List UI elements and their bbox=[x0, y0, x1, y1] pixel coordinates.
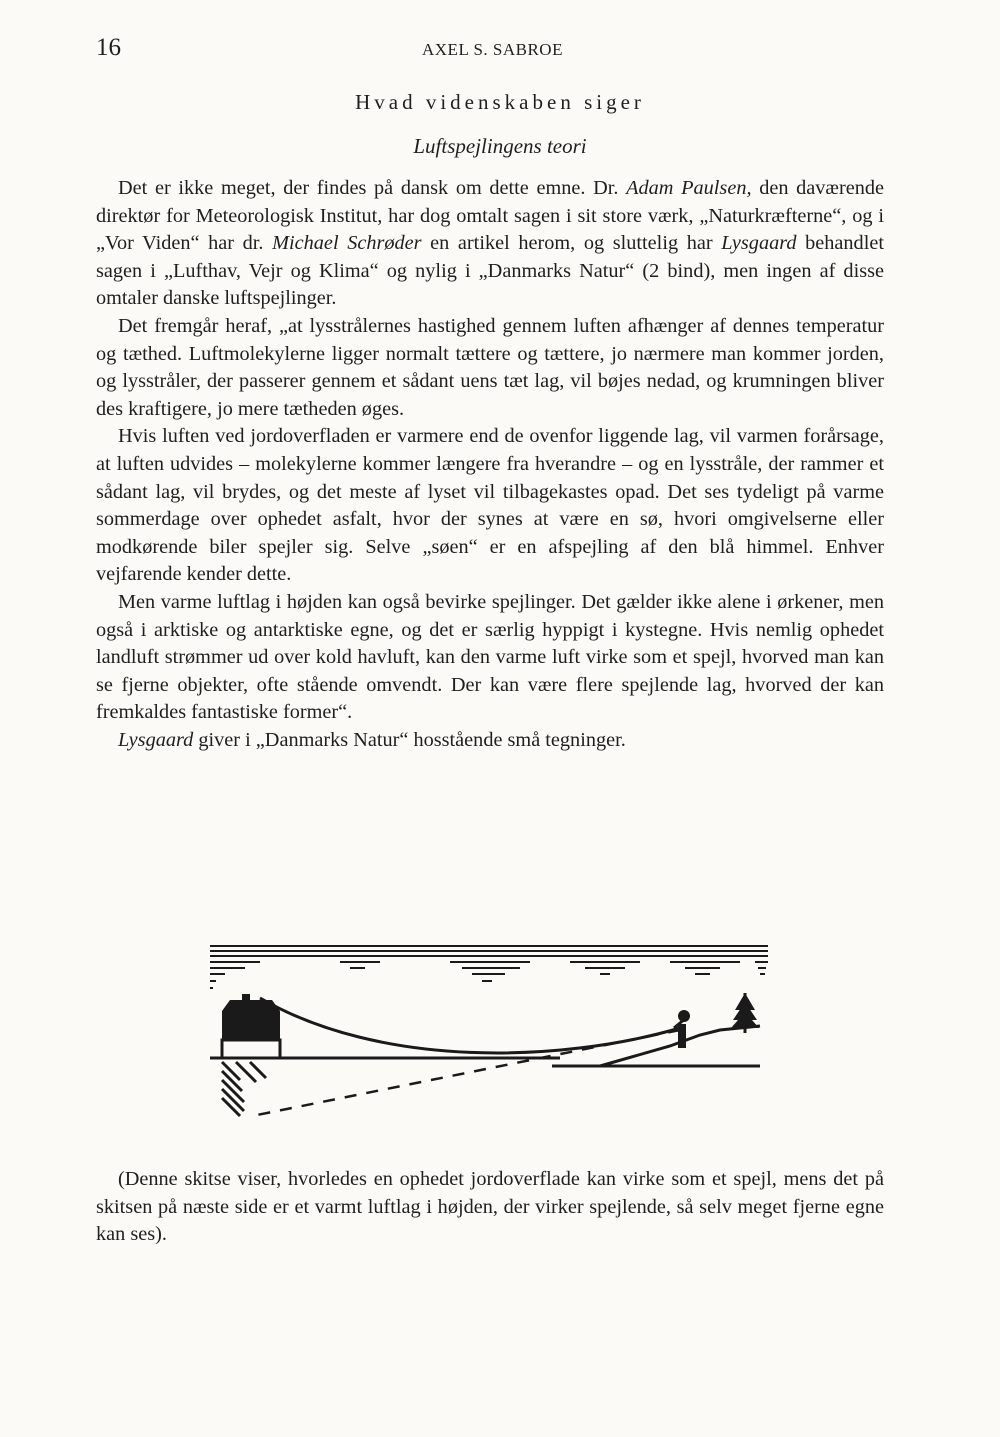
sky-lines bbox=[210, 946, 768, 988]
name-adam-paulsen: Adam Paulsen, bbox=[626, 177, 752, 199]
light-ray bbox=[260, 998, 680, 1053]
reflection-hatching bbox=[222, 1062, 266, 1116]
mirage-sketch bbox=[200, 938, 780, 1128]
body-text bbox=[96, 175, 884, 754]
name-lysgaard: Lysgaard bbox=[721, 232, 797, 255]
paragraph-1-text-c: en artikel herom, og sluttelig har bbox=[421, 232, 722, 255]
paragraph-5 bbox=[96, 727, 884, 755]
section-subheading: Luftspejlingens teori bbox=[413, 134, 587, 158]
paragraph-4: Men varme luftlag i højden kan også bevirke spejlinger. Det gælder ikke alene i ørkener, men også i arktiske og antarktiske egne, og det er særlig hyppigt i kystegne. Hvis nemlig ophedet landluft strømmer ud over kold havluft, kan den varme luft virke som et spejl, hvorved man kan se fjerne objekter, ofte stående omvendt. Der kan være flere spejlende lag, hvorved der kan fremkaldes fantastiske former“. bbox=[96, 590, 884, 724]
caption-text: (Denne skitse viser, hvorledes en ophedet jordoverflade kan virke som et spejl, mens det på skitsen på næste side er et varmt luftlag i højden, der virker spejlende, så selv meget fjerne egne kan ses). bbox=[96, 1168, 884, 1246]
paragraph-1 bbox=[96, 175, 884, 313]
tree-icon bbox=[731, 993, 759, 1033]
paragraph-5-text: giver i „Danmarks Natur“ hosstående små tegninger. bbox=[193, 728, 626, 751]
name-lysgaard-2: Lysgaard bbox=[118, 728, 194, 751]
name-michael-schroder: Michael Schrøder bbox=[272, 232, 422, 255]
paragraph-2: Det fremgår heraf, „at lysstrålernes hastighed gennem luften afhænger af dennes temperatur og tæthed. Luftmolekylerne ligger normalt tættere og tættere, jo nærmere man kommer jorden, og lysstråler, der passerer gennem et sådant uens tæt lag, vil bøjes nedad, og krumningen bliver des kraftigere, jo mere tætheden øges. bbox=[96, 314, 884, 420]
figure-caption bbox=[96, 1166, 884, 1249]
page-number: 16 bbox=[96, 34, 121, 61]
paragraph-1-text-b: den daværende direktør for Meteorologisk Institut, har dog omtalt sagen i sit store værk, „Naturkræfterne“, og i „Vor Viden“ har dr. bbox=[96, 177, 884, 255]
section-heading: Hvad videnskaben siger bbox=[355, 90, 645, 114]
running-head: AXEL S. SABROE bbox=[422, 40, 563, 59]
paragraph-3: Hvis luften ved jordoverfladen er varmere end de ovenfor liggende lag, vil varmen forårsage, at luften udvides – molekylerne kommer længere fra hverandre – og en lysstråle, der rammer et sådant lag, vil brydes, og det meste af lyset vil tilbagekastes opad. Det ses tydeligt på varme sommerdage over ophedet asfalt, hvor der synes at være en sø, hvori omgivelserne eller modkørende biler spejler sig. Selve „søen“ er en afspejling af den blå himmel. Enhver vejfarende kender dette. bbox=[96, 425, 884, 586]
paragraph-1-text-a: Det er ikke meget, der findes på dansk om dette emne. Dr. bbox=[118, 177, 627, 199]
paragraph-1-text-d: behandlet sagen i „Lufthav, Vejr og Klima“ og nylig i „Danmarks Natur“ (2 bind), men ingen af disse omtaler danske luftspejlinger. bbox=[96, 232, 884, 310]
